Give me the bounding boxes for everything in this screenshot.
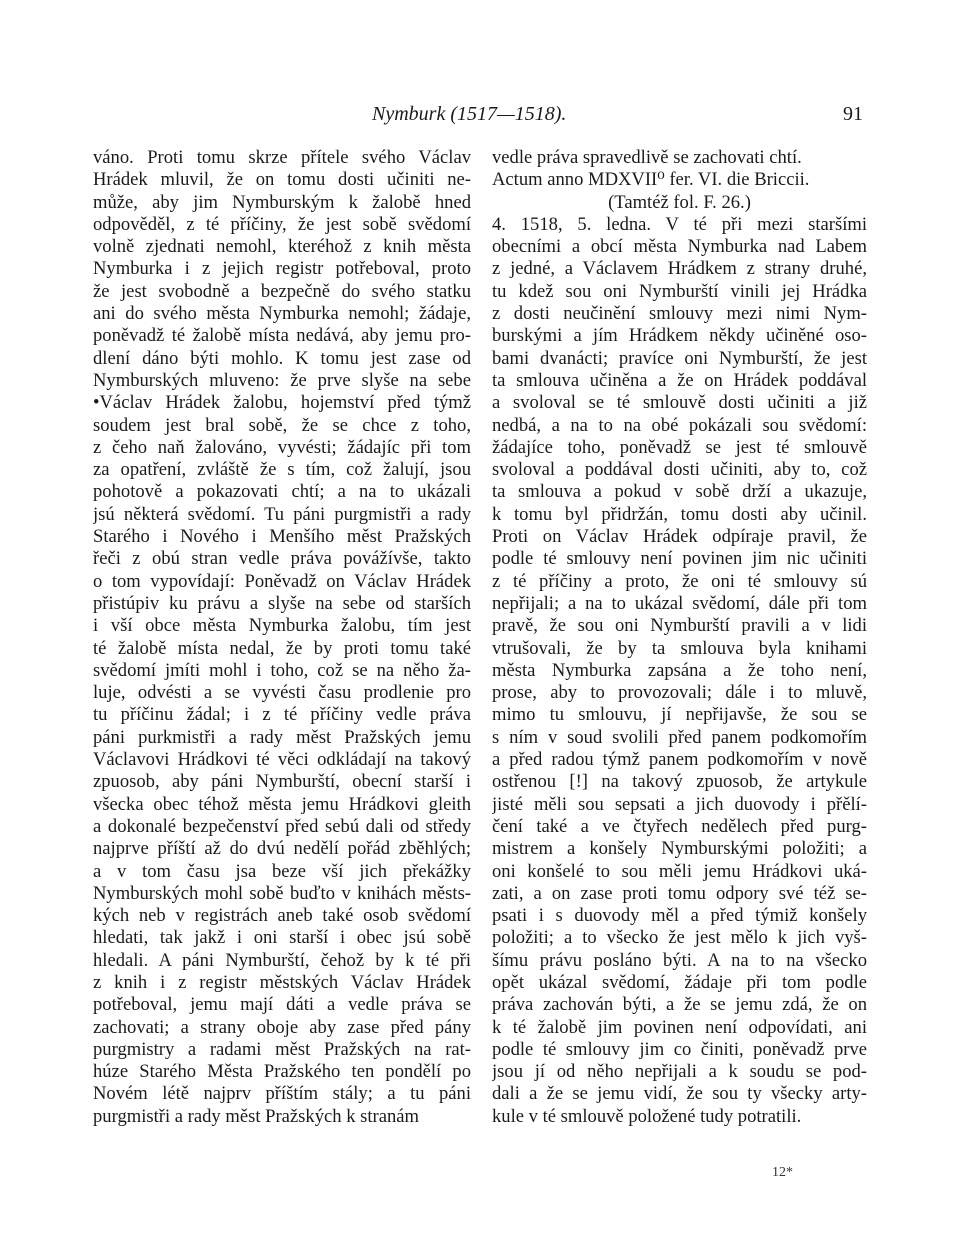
text-line: Václavovi Hrádkovi té věci odkládají na takový bbox=[93, 749, 471, 771]
running-title: Nymburk (1517—1518). bbox=[372, 103, 567, 125]
text-line: (Tamtéž fol. F. 26.) bbox=[608, 191, 751, 213]
text-line: a dokonalé bezpečenství před sebú dali od středy bbox=[93, 815, 471, 837]
text-line: města Nymburka zapsána a že toho není, bbox=[492, 659, 867, 681]
text-line: z dosti neučinění smlouvy mezi nimi Nym- bbox=[492, 303, 867, 325]
text-line: Nymburských mluveno: že prve slyše na sebe bbox=[93, 369, 471, 391]
text-line: položiti; a to všecko že jest mělo k jich vyš- bbox=[492, 927, 867, 949]
text-line: volně zjednati nemohl, kteréhož z knih města bbox=[93, 236, 471, 258]
text-line: jsou jí od něho nepřijali a k soudu se pod- bbox=[492, 1061, 867, 1083]
text-line: zachovati; a strany oboje aby zase před pány bbox=[93, 1016, 471, 1038]
text-line: zati, a on zase proti tomu odpory své též se- bbox=[492, 882, 867, 904]
text-line: hledati, tak jakž i oni starší i obec jsú sobě bbox=[93, 927, 471, 949]
text-line: odpověděl, z té příčiny, že jest sobě svědomí bbox=[93, 213, 471, 235]
text-line: Starého i Nového i Menšího měst Pražských bbox=[93, 526, 471, 548]
text-line: vedle práva spravedlivě se zachovati chtí. bbox=[492, 147, 802, 168]
text-line: purgmistři a rady měst Pražských k stranám bbox=[93, 1105, 420, 1127]
text-line: kule v té smlouvě položené tudy potratili. bbox=[492, 1105, 802, 1127]
text-line: a před radou týmž panem podkomořím v nově bbox=[492, 749, 867, 771]
text-line: pravě, že sou oni Nymburští pravili a v lidi bbox=[492, 615, 867, 637]
text-line: zpuosob, aby páni Nymburští, obecní starší i bbox=[93, 771, 471, 793]
text-line: s ním v soud svolili před panem podkomořím bbox=[492, 726, 867, 748]
text-line: potřeboval, jemu mají dáti a vedle práva se bbox=[93, 994, 471, 1016]
text-line: jisté měli sou sepsati a jich duovody i přělí- bbox=[492, 793, 867, 815]
text-line: húze Starého Města Pražského ten pondělí po bbox=[93, 1061, 471, 1083]
text-line: Nymburských mohl sobě buďto v knihách městs- bbox=[93, 882, 471, 904]
text-line: páni purkmistři a rady měst Pražských jemu bbox=[93, 726, 471, 748]
text-line: pohotově a pokazovati chtí; a na to ukázali bbox=[93, 481, 471, 503]
text-line: žádajíce toho, poněvadž se jest té smlouvě bbox=[492, 436, 867, 458]
text-line: hledali. A páni Nymburští, čehož by k té při bbox=[93, 949, 471, 971]
text-line: mimo tu smlouvu, jí nepřijavše, že sou se bbox=[492, 704, 867, 726]
text-line: svědomí jmíti mohl i toho, což se na něho ža- bbox=[93, 659, 471, 681]
text-line: a svoloval se té smlouvě dosti učiniti a již bbox=[492, 392, 867, 414]
text-line: opět ukázal svědomí, žádaje při tom podle bbox=[492, 971, 867, 993]
left-text-column bbox=[93, 147, 471, 1128]
running-header bbox=[0, 102, 960, 126]
text-line: psati i s duovody měl a před týmiž konšely bbox=[492, 905, 867, 927]
text-line: z knih i z registr městských Václav Hrádek bbox=[93, 971, 471, 993]
text-line: dlení dáno býti mohlo. K tomu jest zase od bbox=[93, 347, 471, 369]
text-line: prose, aby to provozovali; dále i to mluvě, bbox=[492, 682, 867, 704]
text-line: svoloval a poddával dosti učiniti, aby to, což bbox=[492, 459, 867, 481]
text-line: a v tom času jsa beze vší jich překážky bbox=[93, 860, 471, 882]
text-line: oni konšelé to sou měli jemu Hrádkovi uká- bbox=[492, 860, 867, 882]
page-number: 91 bbox=[843, 103, 863, 125]
text-line: o tom vypovídají: Poněvadž on Václav Hrádek bbox=[93, 570, 471, 592]
text-line: čení také a ve čtyřech nedělech před purg- bbox=[492, 815, 867, 837]
text-line: podle té smlouvy není povinen jim nic učiniti bbox=[492, 548, 867, 570]
text-line: najprve příští až do dvú nedělí pořád zběhlých; bbox=[93, 838, 471, 860]
right-text-column bbox=[492, 147, 867, 1128]
text-line: nedbá, a na to na obé pokázali sou svědomí: bbox=[492, 414, 867, 436]
text-line: jsú některá svědomí. Tu páni purgmistři a rady bbox=[93, 503, 471, 525]
text-line: z té příčiny a proto, že oni té smlouvy sú bbox=[492, 570, 867, 592]
text-line: Proti on Václav Hrádek odpíraje pravil, že bbox=[492, 526, 867, 548]
text-line: přistúpiv ku právu a slyše na sebe od starších bbox=[93, 592, 471, 614]
text-line: Novém létě najprv příštím stály; a tu páni bbox=[93, 1083, 471, 1105]
text-line: může, aby jim Nymburským k žalobě hned bbox=[93, 191, 471, 213]
text-line: ostřenou [!] na takový zpuosob, že artykule bbox=[492, 771, 867, 793]
text-line: bami dvanácti; pravíce oni Nymburští, že jest bbox=[492, 347, 867, 369]
text-line: •Václav Hrádek žalobu, hojemství před týmž bbox=[93, 392, 471, 414]
text-line: Nymburka i z jejich registr potřeboval, proto bbox=[93, 258, 471, 280]
text-line: té žalobě místa nedal, že by proti tomu také bbox=[93, 637, 471, 659]
text-line: nepřijali; a na to ukázal svědomí, dále při tom bbox=[492, 592, 867, 614]
text-line: k té žalobě jim povinen není odpovídati, ani bbox=[492, 1016, 867, 1038]
text-line: váno. Proti tomu skrze přítele svého Václav bbox=[93, 147, 471, 168]
text-line: práva zachován býti, a že se jemu zdá, že on bbox=[492, 994, 867, 1016]
text-line: z čeho naň žalováno, vyvésti; žádajíc při tom bbox=[93, 436, 471, 458]
text-line: dali a že se jemu vidí, že sou ty všecky arty- bbox=[492, 1083, 867, 1105]
text-line: obecními a obcí města Nymburka nad Labem bbox=[492, 236, 867, 258]
text-line: tu kdež sou oni Nymburští vinili jej Hrádka bbox=[492, 280, 867, 302]
text-line: Actum anno MDXVII⁰ fer. VI. die Briccii. bbox=[492, 169, 810, 191]
text-line: z jedné, a Václavem Hrádkem z strany druhé, bbox=[492, 258, 867, 280]
text-line: mistrem a konšely Nymburskými položiti; a bbox=[492, 838, 867, 860]
text-line: 4. 1518, 5. ledna. V té při mezi staršími bbox=[492, 213, 867, 235]
text-line: burskými a jím Hrádkem někdy učiněné oso- bbox=[492, 325, 867, 347]
text-line: řeči z obú stran vedle práva povážívše, takto bbox=[93, 548, 471, 570]
text-line: tu příčinu žádal; i z té příčiny vedle práva bbox=[93, 704, 471, 726]
text-line: podle té smlouvy jim co činiti, poněvadž prve bbox=[492, 1038, 867, 1060]
text-line: všecka obec téhož města jemu Hrádkovi gleith bbox=[93, 793, 471, 815]
text-line: poněvadž té žalobě místa nedává, aby jemu pro- bbox=[93, 325, 471, 347]
text-line: ani do svého města Nymburka nemohl; žádaje, bbox=[93, 303, 471, 325]
text-line: k tomu byl přidržán, tomu dosti aby učinil. bbox=[492, 503, 867, 525]
text-line: vtrušovali, že by ta smlouva byla knihami bbox=[492, 637, 867, 659]
text-line: i vší obce města Nymburka žalobu, tím jest bbox=[93, 615, 471, 637]
text-line: za opatření, zvláště že s tím, což žalují, jsou bbox=[93, 459, 471, 481]
signature-mark: 12* bbox=[772, 1165, 793, 1180]
text-line: Hrádek mluvil, že on tomu dosti učiniti ne- bbox=[93, 169, 471, 191]
text-line: luje, odvésti a se vyvésti času prodlenie pro bbox=[93, 682, 471, 704]
text-line: kých neb v registrách aneb také osob svědomí bbox=[93, 905, 471, 927]
text-line: soudem jest bral sobě, že se chce z toho, bbox=[93, 414, 471, 436]
text-line: purgmistry a radami měst Pražských na rat- bbox=[93, 1038, 471, 1060]
text-line: ta smlouva učiněna a že on Hrádek poddával bbox=[492, 369, 867, 391]
text-line: že jest svobodně a bezpečně do svého statku bbox=[93, 280, 471, 302]
text-line: šímu právu posláno býti. A na to na všecko bbox=[492, 949, 867, 971]
text-line: ta smlouva a pokud v sobě drží a ukazuje, bbox=[492, 481, 867, 503]
